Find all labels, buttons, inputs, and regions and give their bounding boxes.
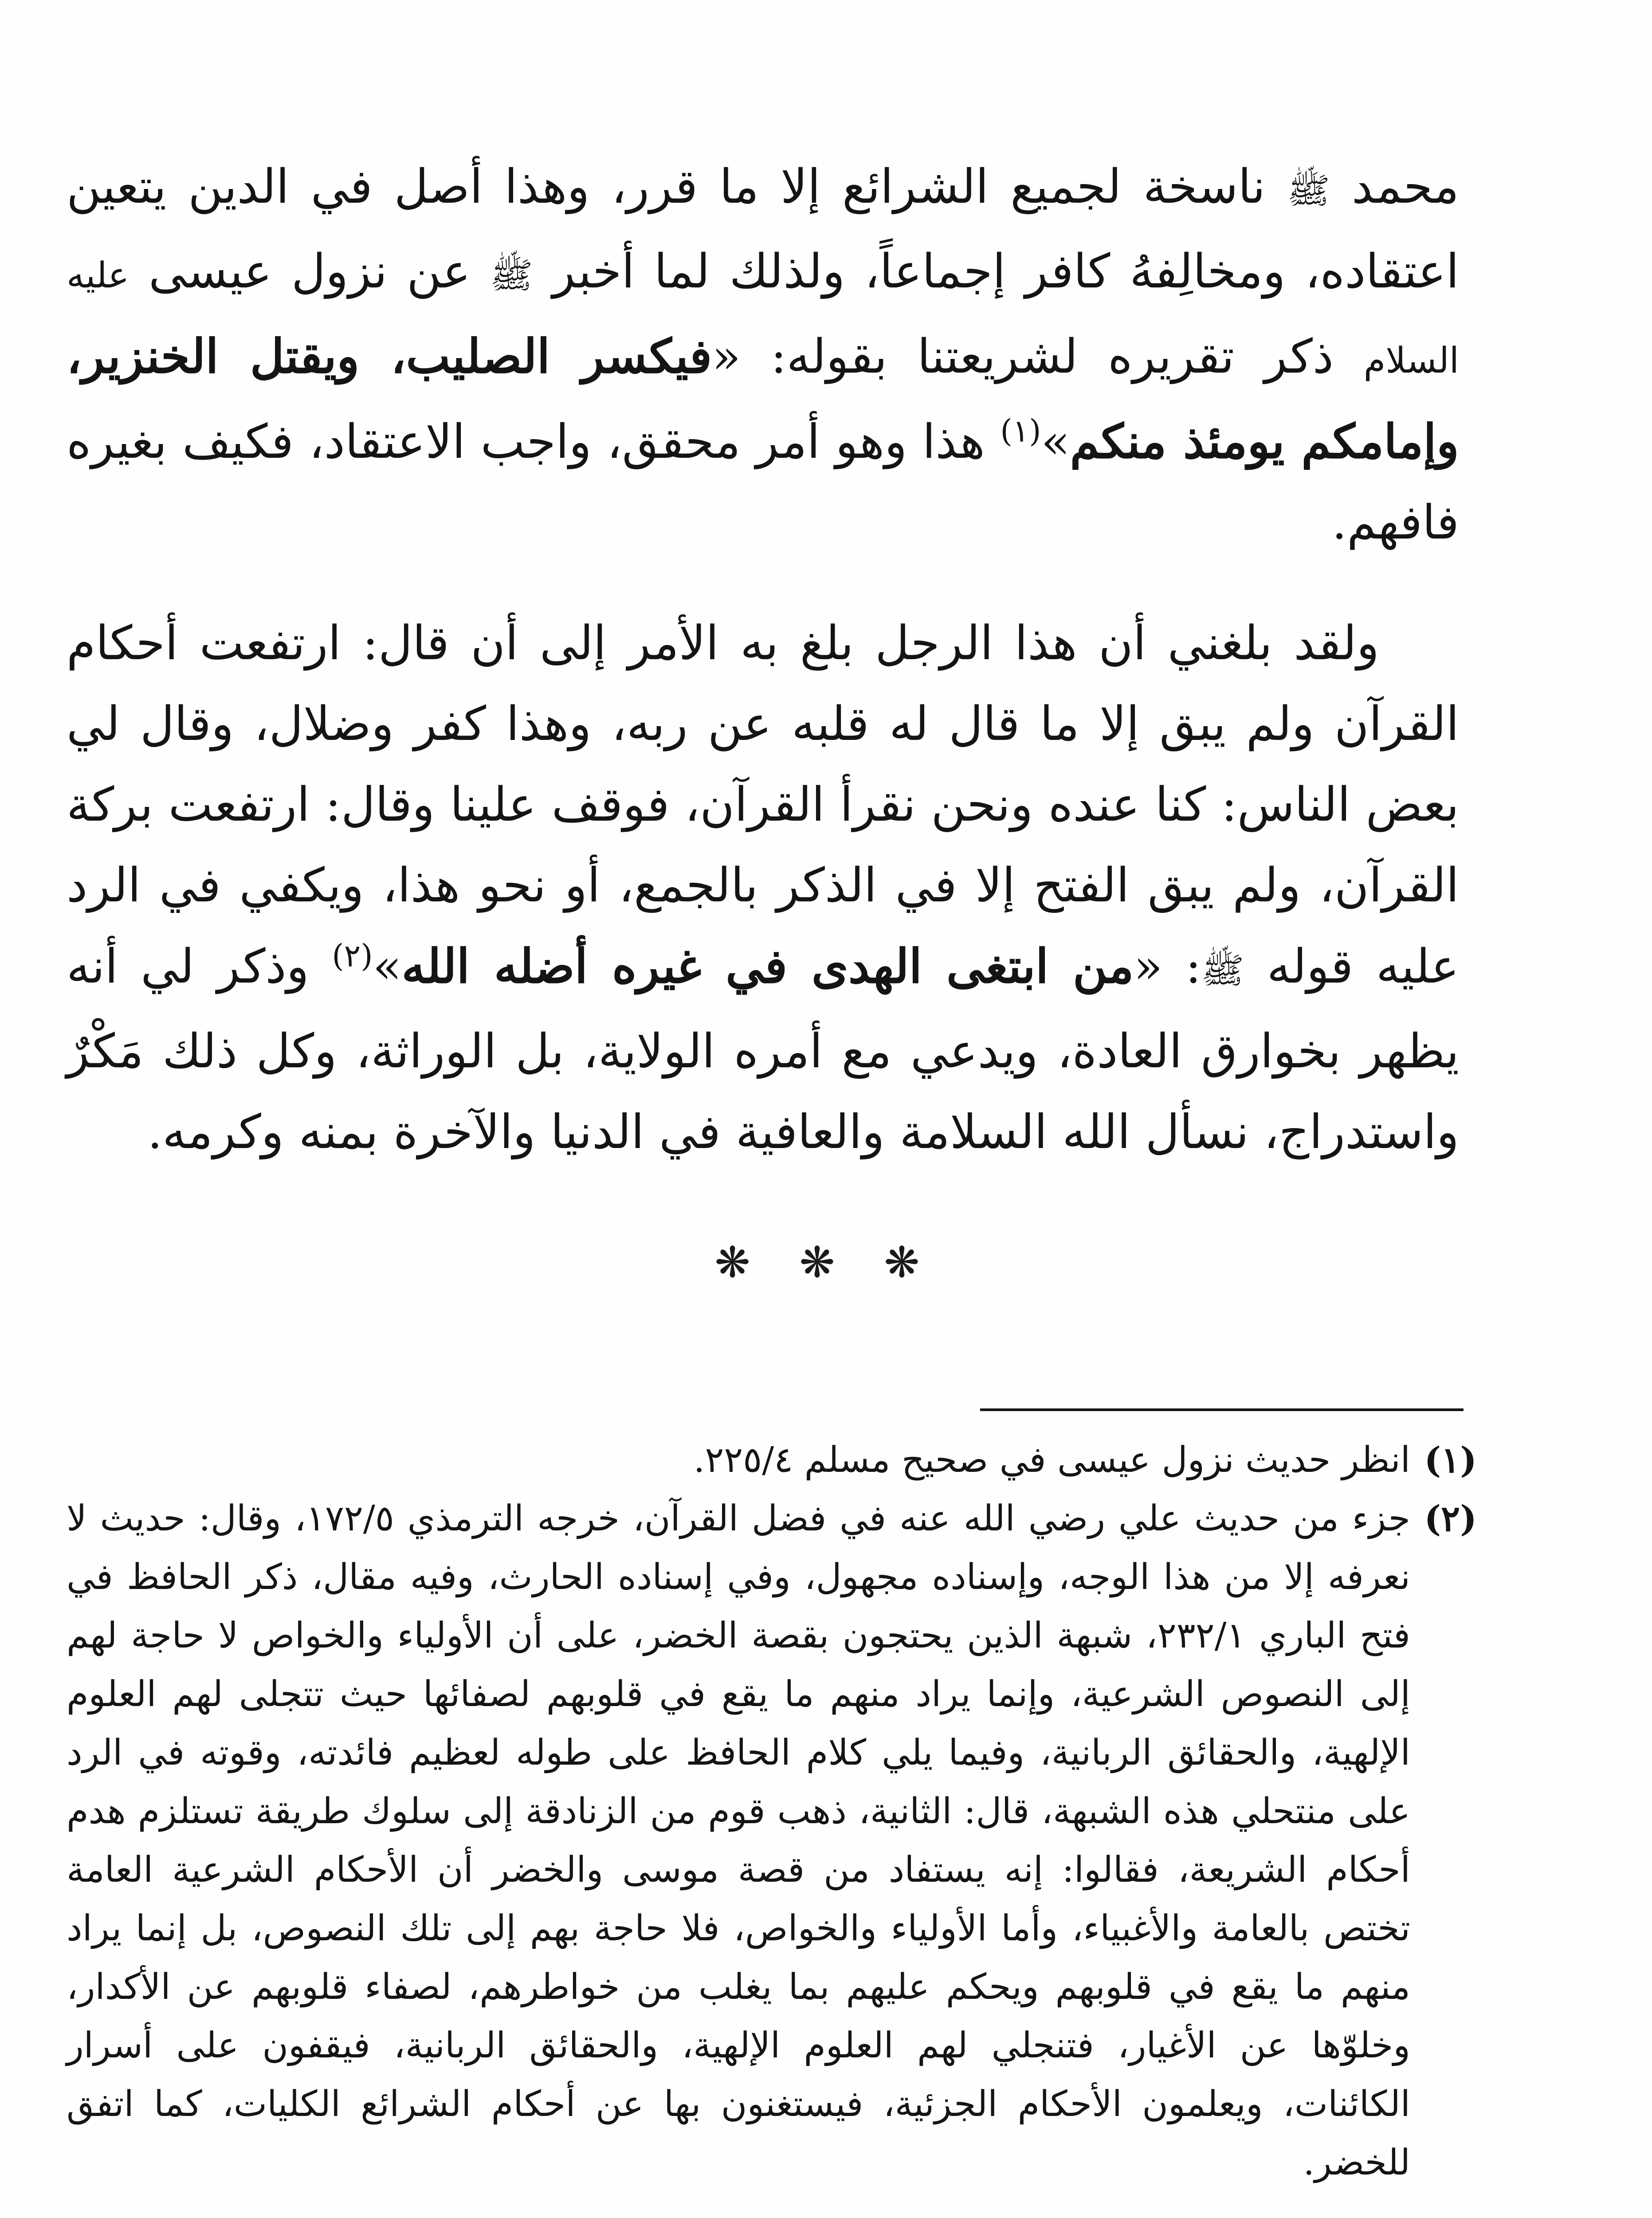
salawat-symbol: ﷺ <box>490 255 533 296</box>
paragraph-2-text: : « <box>1134 939 1201 994</box>
footnote-text: انظر حديث نزول عيسى في صحيح مسلم ٢٢٥/٤. <box>693 1439 1410 1480</box>
paragraph-1-text: هذا وهو أمر محقق، واجب الاعتقاد، فكيف بغيره فافهم. <box>67 414 1459 550</box>
paragraph-1-text: محمد <box>1351 159 1459 214</box>
footnote-reference-1[interactable]: (١) <box>1000 413 1041 449</box>
paragraph-1-text: عن نزول عيسى <box>149 244 471 299</box>
section-divider-ornament: ❋ ❋ ❋ <box>714 1238 938 1287</box>
footnotes <box>67 1431 1477 2192</box>
paragraph-1-text: ذكر تقريره لشريعتنا بقوله: « <box>712 329 1334 384</box>
salawat-symbol: ﷺ <box>1201 950 1244 991</box>
main-text <box>67 146 1459 1172</box>
hadith-quote: من ابتغى الهدى في غيره أضله الله <box>401 938 1134 994</box>
paragraph-2-text: ولقد بلغني أن هذا الرجل بلغ به الأمر إلى أن قال: ارتفعت أحكام القرآن ولم يبق إلا ما قال له قلبه عن ربه، وهذا كفر وضلال، وقال لي بعض الناس: كنا عنده ونحن نقرأ القرآن، فوقف علينا وقال: ارتفعت بركة القرآن، ولم يبق الفتح إلا في الذكر بالجمع، أو نحو هذا، ويكفي في الرد عليه قوله <box>67 616 1459 994</box>
footnote-separator-line <box>980 1408 1464 1411</box>
footnote-2 <box>67 1489 1477 2192</box>
quote-close-mark: » <box>1041 414 1070 469</box>
paragraph-2-text: وذكر لي أنه يظهر بخوارق العادة، ويدعي مع أمره الولاية، بل الوراثة، وكل ذلك مَكْرٌ واستدراج، نسأل الله السلامة والعافية في الدنيا والآخرة بمنه وكرمه. <box>67 939 1459 1159</box>
footnote-number: (١) <box>1424 1439 1477 1481</box>
salawat-symbol: ﷺ <box>1287 170 1330 211</box>
footnote-number: (٢) <box>1424 1498 1477 1539</box>
paragraph-1-text: ناسخة لجميع الشرائع إلا ما قرر، وهذا أصل في الدين يتعين اعتقاده، ومخالِفهُ كافر إجماعاً، ولذلك لما أخبر <box>67 159 1460 299</box>
paragraph-1 <box>67 146 1459 563</box>
footnote-reference-2[interactable]: (٢) <box>332 937 373 974</box>
footnote-text: جزء من حديث علي رضي الله عنه في فضل القرآن، خرجه الترمذي ١٧٢/٥، وقال: حديث لا نعرفه إلا من هذا الوجه، وإسناده مجهول، وفي إسناده الحارث، وفيه مقال، ذكر الحافظ في فتح الباري ٢٣٢/١، شبهة الذين يحتجون بقصة الخضر، على أن الأولياء والخواص لا حاجة لهم إلى النصوص الشرعية، وإنما يراد منهم ما يقع في قلوبهم لصفائها حيث تتجلى لهم العلوم الإلهية، والحقائق الربانية، وفيما يلي كلام الحافظ على طوله لعظيم فائدته، وقوته في الرد على منتحلي هذه الشبهة، قال: الثانية، ذهب قوم من الزنادقة إلى سلوك طريقة تستلزم هدم أحكام الشريعة، فقالوا: إنه يستفاد من قصة موسى والخضر أن الأحكام الشرعية العامة تختص بالعامة والأغبياء، وأما الأولياء والخواص، فلا حاجة بهم إلى تلك النصوص، بل إنما يراد منهم ما يقع في قلوبهم ويحكم عليهم بما يغلب من خواطرهم، لصفاء قلوبهم عن الأكدار، وخلوّها عن الأغيار، فتنجلي لهم العلوم الإلهية، والحقائق الربانية، فيقفون على أسرار الكائنات، ويعلمون الأحكام الجزئية، فيستغنون بها عن أحكام الشرائع الكليات، كما اتفق للخضر. <box>67 1498 1411 2183</box>
peace-be-upon-him-symbol: عليه السلام <box>67 255 1459 381</box>
quote-close-mark: » <box>373 939 402 994</box>
footnote-1 <box>67 1431 1477 1489</box>
hadith-quote: فيكسر الصليب، ويقتل الخنزير، وإمامكم يومئذ منكم <box>67 328 1459 469</box>
paragraph-2 <box>67 603 1459 1172</box>
